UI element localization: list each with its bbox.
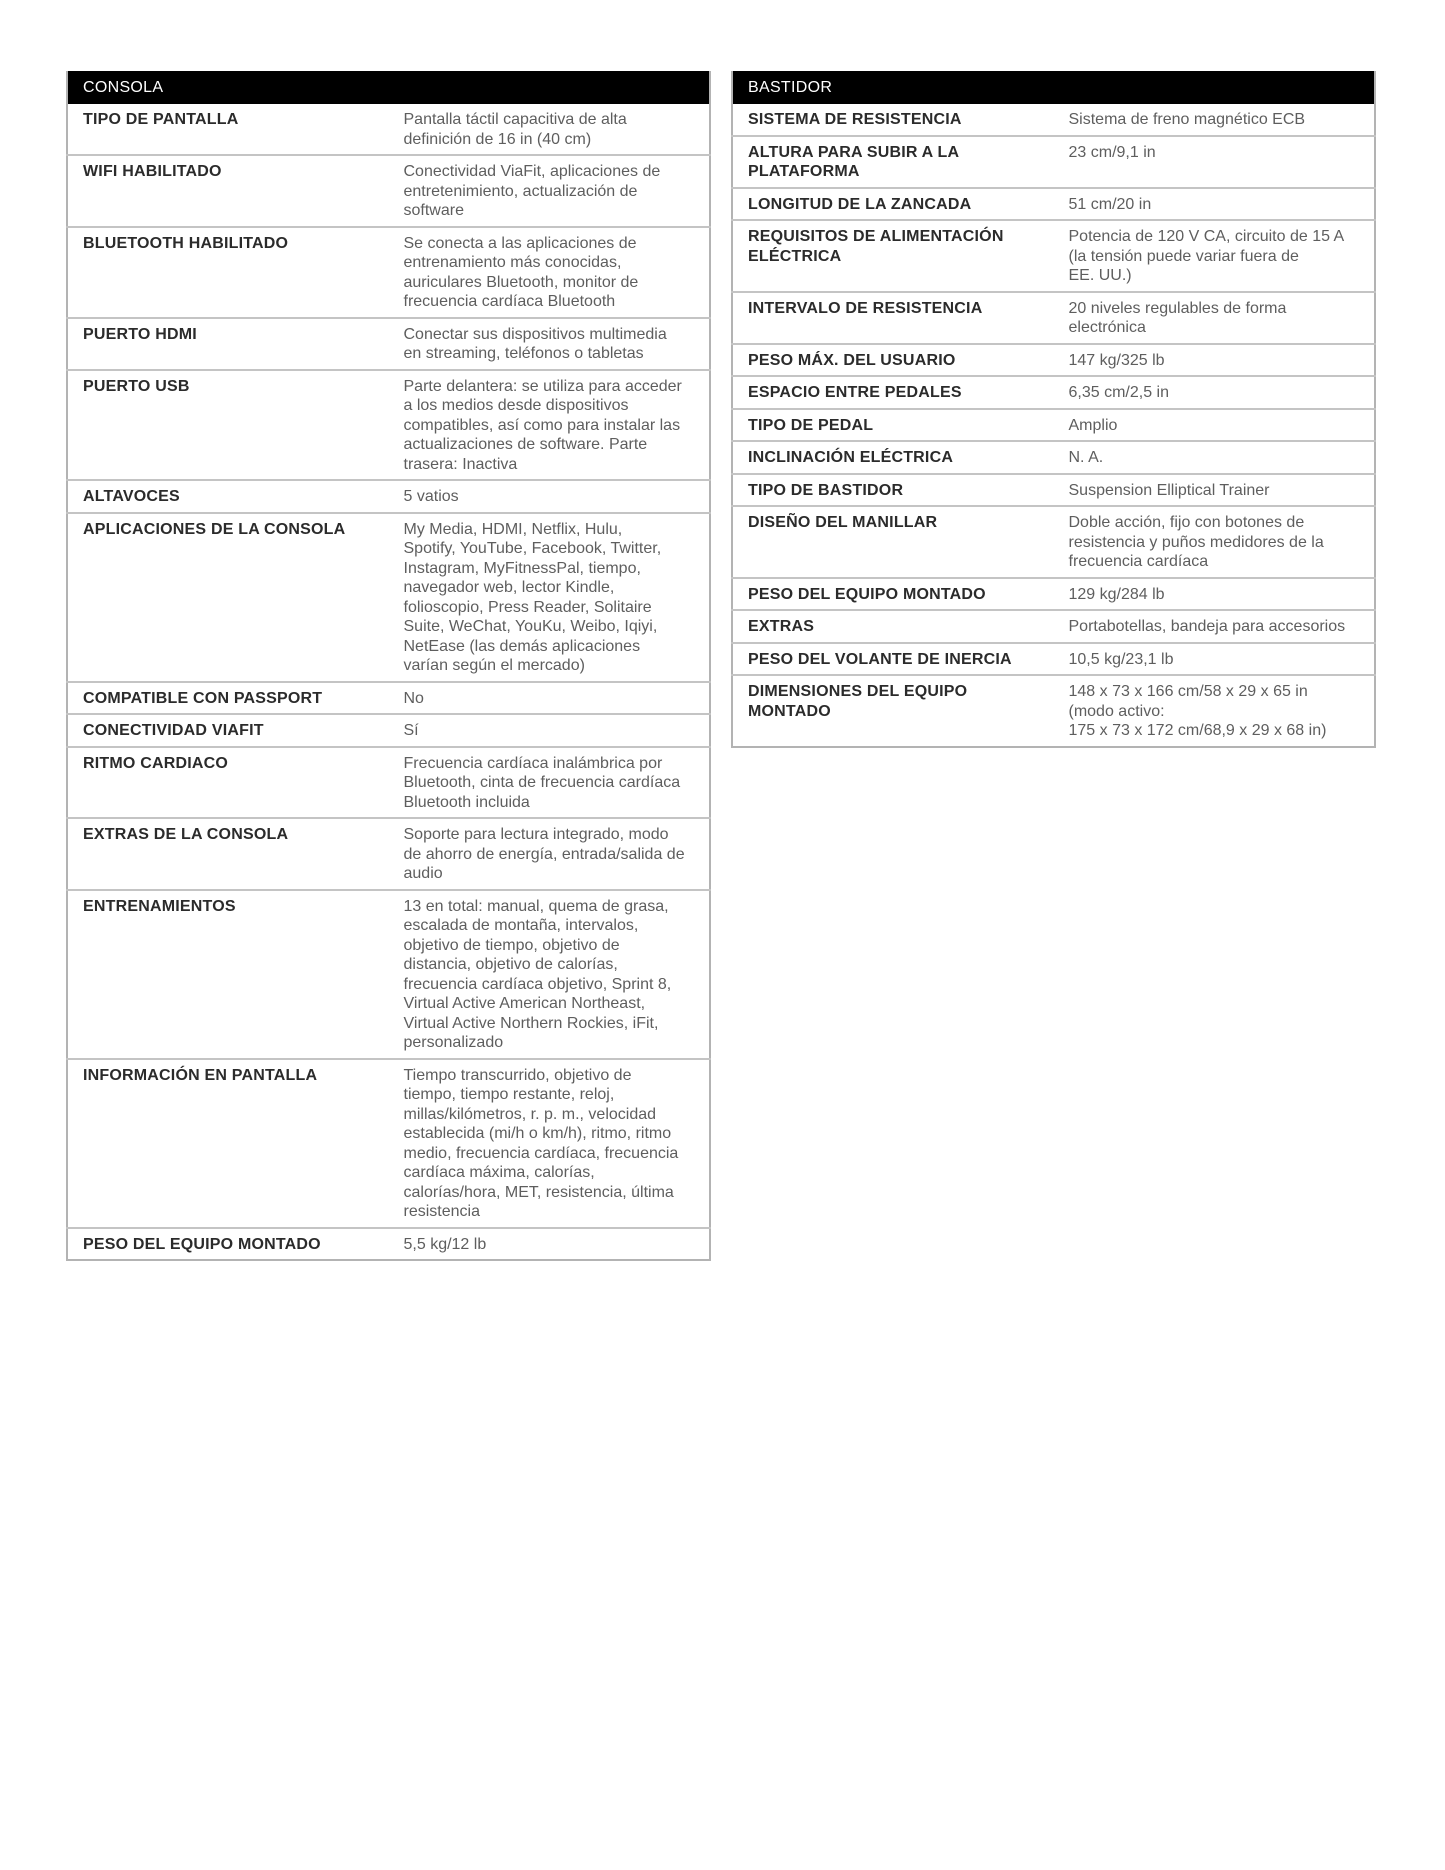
spec-label: LONGITUD DE LA ZANCADA [732, 188, 1054, 221]
spec-row [732, 188, 1375, 221]
spec-value: 20 niveles regulables de forma electrónica [1054, 292, 1376, 344]
spec-row [732, 643, 1375, 676]
console-spec-table [66, 71, 711, 1261]
spec-row [67, 370, 710, 481]
spec-value: Conectar sus dispositivos multimedia en streaming, teléfonos o tabletas [389, 318, 711, 370]
frame-table-title: BASTIDOR [732, 71, 1375, 104]
frame-spec-rows [732, 104, 1375, 747]
spec-row [732, 474, 1375, 507]
spec-label: ENTRENAMIENTOS [67, 890, 389, 1059]
spec-row [67, 513, 710, 682]
spec-row [67, 1228, 710, 1261]
spec-label: INTERVALO DE RESISTENCIA [732, 292, 1054, 344]
spec-row [67, 682, 710, 715]
spec-label: DIMENSIONES DEL EQUIPO MONTADO [732, 675, 1054, 747]
spec-row [67, 818, 710, 890]
spec-value: Suspension Elliptical Trainer [1054, 474, 1376, 507]
spec-label: EXTRAS [732, 610, 1054, 643]
spec-label: PUERTO USB [67, 370, 389, 481]
spec-value: 5 vatios [389, 480, 711, 513]
spec-value: Doble acción, fijo con botones de resistencia y puños medidores de la frecuencia cardíaca [1054, 506, 1376, 578]
spec-label: INFORMACIÓN EN PANTALLA [67, 1059, 389, 1228]
spec-label: PUERTO HDMI [67, 318, 389, 370]
spec-value: Conectividad ViaFit, aplicaciones de entretenimiento, actualización de software [389, 155, 711, 227]
spec-value: 10,5 kg/23,1 lb [1054, 643, 1376, 676]
console-table-title: CONSOLA [67, 71, 710, 104]
spec-value: 6,35 cm/2,5 in [1054, 376, 1376, 409]
spec-label: ALTURA PARA SUBIR A LA PLATAFORMA [732, 136, 1054, 188]
spec-value: Sí [389, 714, 711, 747]
spec-label: RITMO CARDIACO [67, 747, 389, 819]
spec-label: REQUISITOS DE ALIMENTACIÓN ELÉCTRICA [732, 220, 1054, 292]
spec-value: Se conecta a las aplicaciones de entrenamiento más conocidas, auriculares Bluetooth, monitor de frecuencia cardíaca Bluetooth [389, 227, 711, 318]
spec-row [732, 292, 1375, 344]
spec-value: 51 cm/20 in [1054, 188, 1376, 221]
spec-row [67, 890, 710, 1059]
spec-row [732, 104, 1375, 136]
frame-header-row [732, 71, 1375, 104]
spec-value: Potencia de 120 V CA, circuito de 15 A (la tensión puede variar fuera de EE. UU.) [1054, 220, 1376, 292]
spec-row [67, 747, 710, 819]
spec-row [732, 220, 1375, 292]
spec-label: EXTRAS DE LA CONSOLA [67, 818, 389, 890]
spec-row [732, 506, 1375, 578]
spec-row [67, 480, 710, 513]
spec-row [732, 136, 1375, 188]
spec-value: Soporte para lectura integrado, modo de ahorro de energía, entrada/salida de audio [389, 818, 711, 890]
spec-label: SISTEMA DE RESISTENCIA [748, 111, 962, 128]
spec-label: APLICACIONES DE LA CONSOLA [67, 513, 389, 682]
spec-value: Parte delantera: se utiliza para acceder a los medios desde dispositivos compatibles, así como para instalar las actualizaciones de software. Parte trasera: Inactiva [389, 370, 711, 481]
spec-label: TIPO DE BASTIDOR [732, 474, 1054, 507]
spec-value: Frecuencia cardíaca inalámbrica por Bluetooth, cinta de frecuencia cardíaca Bluetooth incluida [389, 747, 711, 819]
spec-row [67, 227, 710, 318]
spec-row [67, 155, 710, 227]
spec-label: INCLINACIÓN ELÉCTRICA [732, 441, 1054, 474]
frame-spec-table [731, 71, 1376, 748]
spec-label: CONECTIVIDAD VIAFIT [67, 714, 389, 747]
spec-label: ESPACIO ENTRE PEDALES [732, 376, 1054, 409]
spec-row [732, 344, 1375, 377]
spec-value: No [389, 682, 711, 715]
spec-label: TIPO DE PEDAL [732, 409, 1054, 442]
spec-value: 147 kg/325 lb [1054, 344, 1376, 377]
spec-value: Amplio [1054, 409, 1376, 442]
spec-value: 5,5 kg/12 lb [389, 1228, 711, 1261]
spec-value: 23 cm/9,1 in [1054, 136, 1376, 188]
spec-label: COMPATIBLE CON PASSPORT [67, 682, 389, 715]
spec-row [67, 318, 710, 370]
spec-label: PESO DEL EQUIPO MONTADO [67, 1228, 389, 1261]
spec-value: Portabotellas, bandeja para accesorios [1054, 610, 1376, 643]
spec-value: My Media, HDMI, Netflix, Hulu, Spotify, YouTube, Facebook, Twitter, Instagram, MyFitnessPal, tiempo, navegador web, lector Kindle, folioscopio, Press Reader, Solitaire Suite, WeChat, YouKu, Weibo, Iqiyi, NetEase (las demás aplicaciones varían según el mercado) [389, 513, 711, 682]
console-spec-rows [67, 104, 710, 1260]
spec-row [732, 610, 1375, 643]
spec-row [67, 714, 710, 747]
spec-value: Sistema de freno magnético ECB [1068, 111, 1306, 128]
spec-value: 148 x 73 x 166 cm/58 x 29 x 65 in (modo activo: 175 x 73 x 172 cm/68,9 x 29 x 68 in) [1054, 675, 1376, 747]
spec-label: TIPO DE PANTALLA [83, 111, 239, 128]
spec-value: Pantalla táctil capacitiva de alta definición de 16 in (40 cm) [403, 111, 627, 148]
spec-value: N. A. [1054, 441, 1376, 474]
spec-value: Tiempo transcurrido, objetivo de tiempo, tiempo restante, reloj, millas/kilómetros, r. p. m., velocidad establecida (mi/h o km/h), ritmo, ritmo medio, frecuencia cardíaca, frecuencia cardíaca máxima, calorías, calorías/hora, MET, resistencia, última resistencia [389, 1059, 711, 1228]
spec-label: PESO MÁX. DEL USUARIO [732, 344, 1054, 377]
spec-label: DISEÑO DEL MANILLAR [732, 506, 1054, 578]
spec-row [732, 441, 1375, 474]
spec-row [67, 1059, 710, 1228]
spec-row [732, 675, 1375, 747]
spec-label: WIFI HABILITADO [67, 155, 389, 227]
spec-row [732, 376, 1375, 409]
spec-label: PESO DEL VOLANTE DE INERCIA [732, 643, 1054, 676]
spec-label: BLUETOOTH HABILITADO [67, 227, 389, 318]
console-header-row [67, 71, 710, 104]
spec-label: PESO DEL EQUIPO MONTADO [732, 578, 1054, 611]
spec-value: 13 en total: manual, quema de grasa, escalada de montaña, intervalos, objetivo de tiempo, objetivo de distancia, objetivo de calorías, frecuencia cardíaca objetivo, Sprint 8, Virtual Active American Northeast, Virtual Active Northern Rockies, iFit, personalizado [389, 890, 711, 1059]
spec-row [67, 104, 710, 155]
spec-row [732, 409, 1375, 442]
spec-row [732, 578, 1375, 611]
spec-label: ALTAVOCES [67, 480, 389, 513]
spec-value: 129 kg/284 lb [1054, 578, 1376, 611]
